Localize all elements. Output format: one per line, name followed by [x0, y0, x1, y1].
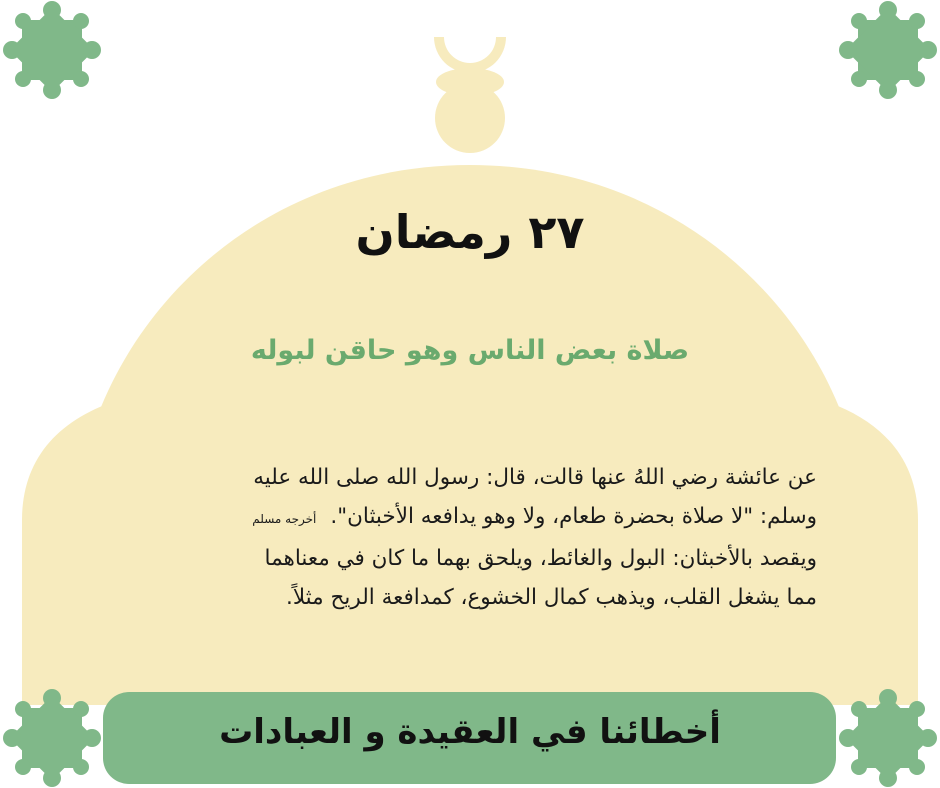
hadith-line: [95, 497, 817, 539]
hadith-line: عن عائشة رضي اللهُ عنها قالت، قال: رسول الله صلى الله عليه: [253, 465, 817, 490]
hadith-line-text: وسلم: "لا صلاة بحضرة طعام، ولا وهو يدافعه الأخبثان".: [330, 504, 817, 529]
explanation-line: مما يشغل القلب، ويذهب كمال الخشوع، كمدافعة الريح مثلاً.: [286, 585, 817, 610]
hadith-source: أخرجه مسلم: [252, 512, 317, 526]
page-title: ٢٧ رمضان: [355, 205, 585, 259]
crescent-icon: [434, 37, 506, 73]
hadith-text-block: [95, 458, 817, 617]
series-banner-label: أخطائنا في العقيدة و العبادات: [219, 712, 721, 752]
lesson-subtitle: صلاة بعض الناس وهو حاقن لبوله: [250, 335, 690, 366]
star-ornament-icon: [839, 1, 937, 99]
star-ornament-icon: [3, 1, 101, 99]
explanation-line: ويقصد بالأخبثان: البول والغائط، ويلحق بهما ما كان في معناهما: [264, 546, 817, 571]
